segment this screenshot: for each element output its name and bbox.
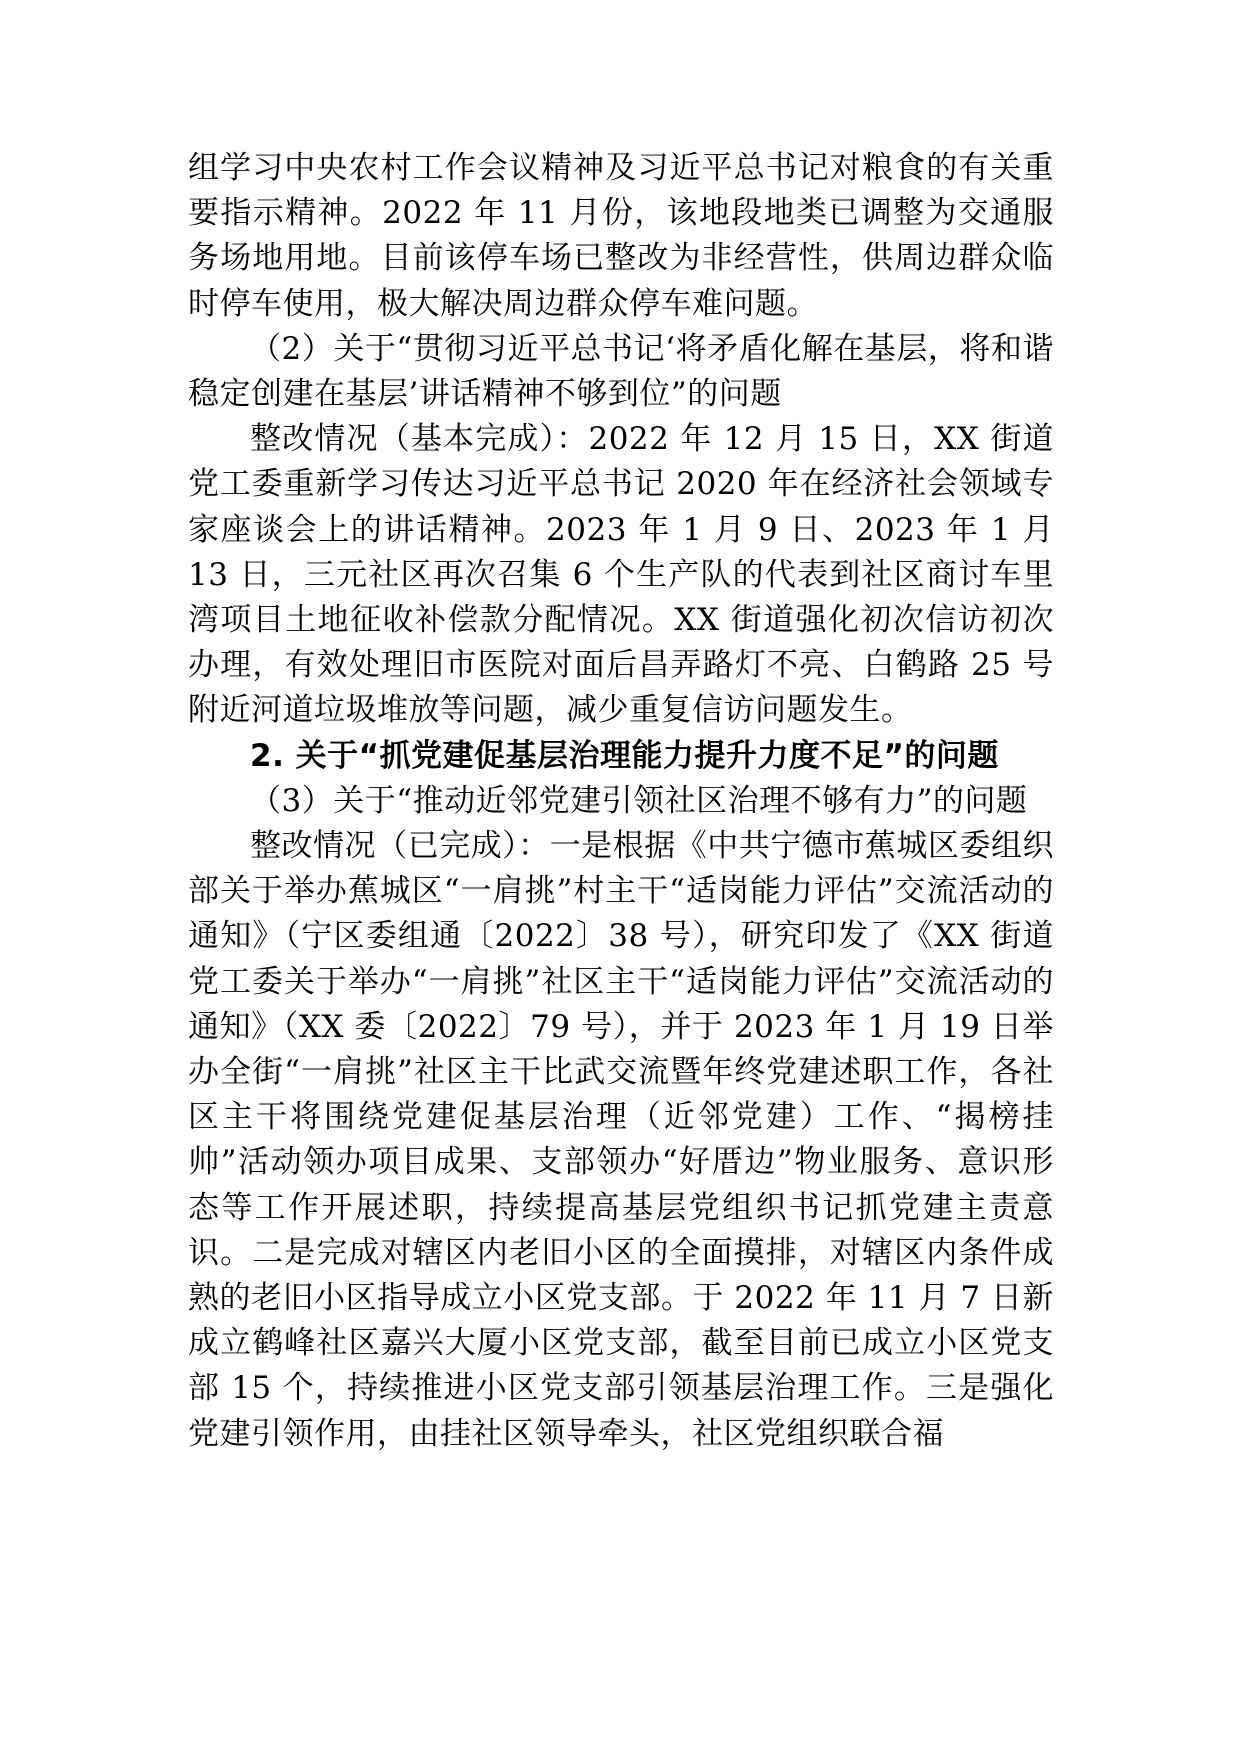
subsection-heading-3: （3）关于“推动近邻党建引领社区治理不够有力”的问题 (250, 782, 1028, 819)
section-heading-2: 2. 关于“抓党建促基层治理能力提升力度不足”的问题 (250, 737, 999, 774)
document-page (188, 146, 1054, 1457)
rectification-status-2: 整改情况（基本完成）：2022 年 12 月 15 日，XX 街道党工委重新学习传达习近平总书记 2020 年在经济社会领域专家座谈会上的讲话精神。2023 年 1 月 9 日、2023 年 1 月 13 日，三元社区再次召集 6 个生产队的代表到社区商讨车里湾项目土地征收补偿款分配情况。XX 街道强化初次信访初次办理，有效处理旧市医院对面后昌弄路灯不亮、白鹤路 25 号附近河道垃圾堆放等问题，减少重复信访问题发生。 (188, 421, 1054, 729)
subsection-heading-2: （2）关于“贯彻习近平总书记‘将矛盾化解在基层，将和谐稳定创建在基层’讲话精神不够到位”的问题 (188, 330, 1054, 413)
paragraph-continuation: 组学习中央农村工作会议精神及习近平总书记对粮食的有关重要指示精神。2022 年 11 月份，该地段地类已调整为交通服务场地用地。目前该停车场已整改为非经营性，供周边群众临时停车使用，极大解决周边群众停车难问题。 (188, 150, 1054, 322)
rectification-status-3: 整改情况（已完成）：一是根据《中共宁德市蕉城区委组织部关于举办蕉城区“一肩挑”村主干“适岗能力评估”交流活动的通知》（宁区委组通〔2022〕38 号），研究印发了《XX 街道党工委关于举办“一肩挑”社区主干“适岗能力评估”交流活动的通知》（XX 委〔2022〕79 号），并于 2023 年 1 月 19 日举办全街“一肩挑”社区主干比武交流暨年终党建述职工作，各社区主干将围绕党建促基层治理（近邻党建）工作、“揭榜挂帅”活动领办项目成果、支部领办“好厝边”物业服务、意识形态等工作开展述职，持续提高基层党组织书记抓党建主责意识。二是完成对辖区内老旧小区的全面摸排，对辖区内条件成熟的老旧小区指导成立小区党支部。于 2022 年 11 月 7 日新成立鹤峰社区嘉兴大厦小区党支部，截至目前已成立小区党支部 15 个，持续推进小区党支部引领基层治理工作。三是强化党建引领作用，由挂社区领导牵头，社区党组织联合福 (188, 828, 1054, 1452)
